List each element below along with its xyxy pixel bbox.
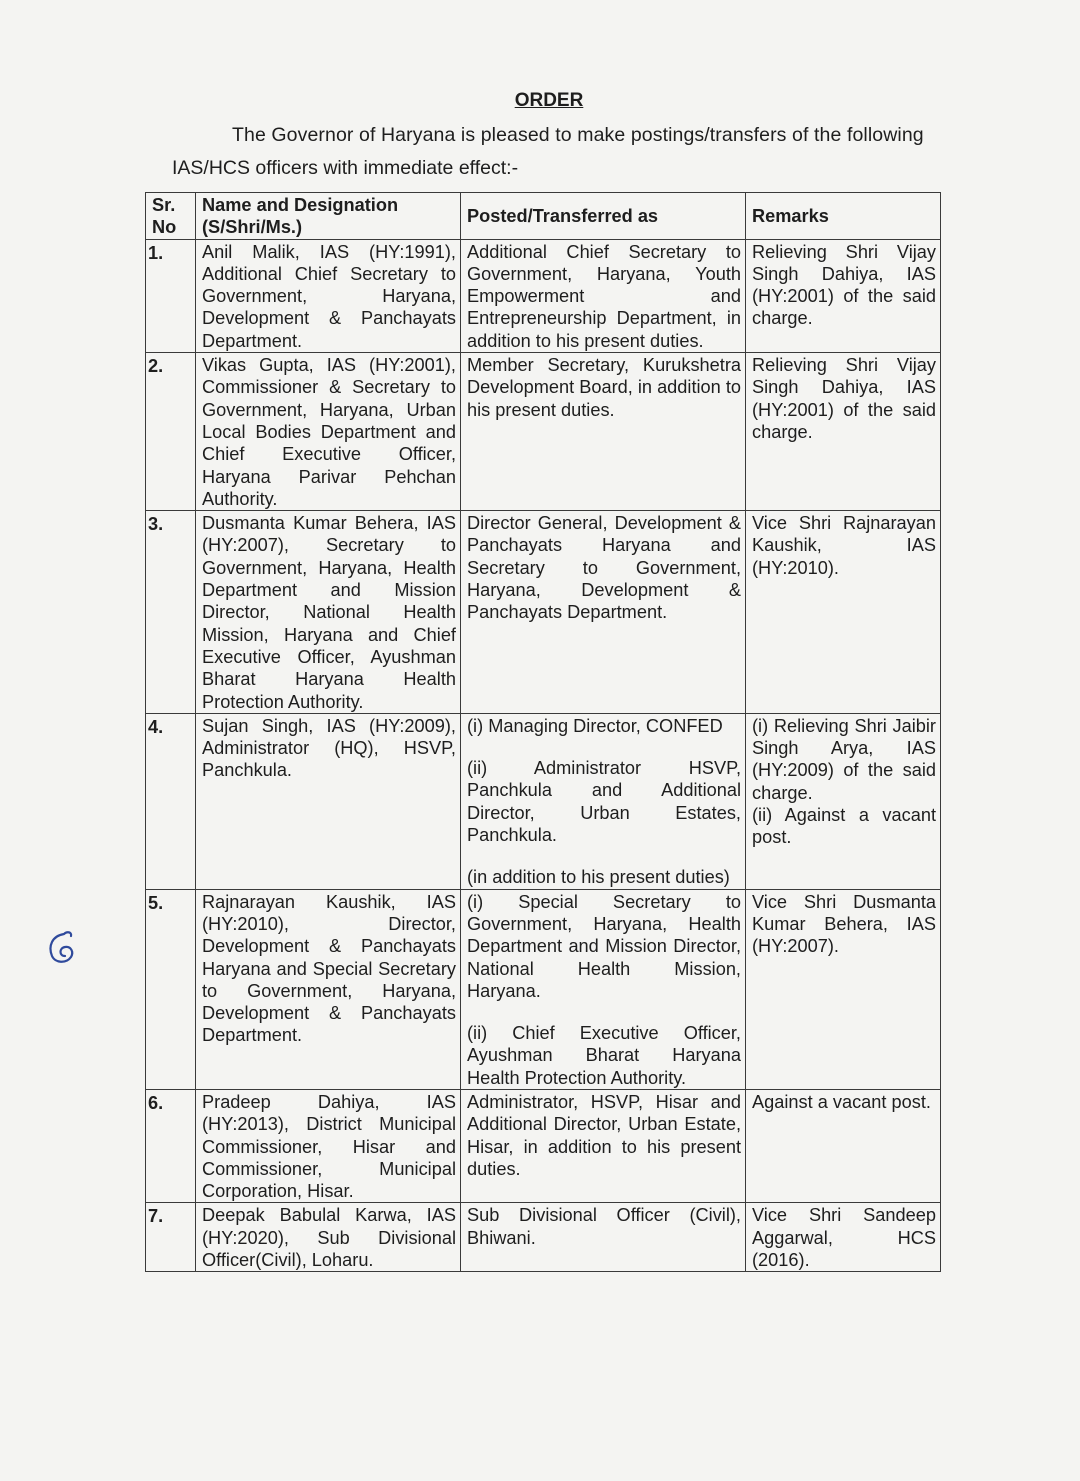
table-row <box>146 353 941 511</box>
posted-item: Additional Chief Secretary to Government, Haryana, Youth Empowerment and Entrepreneurship Department, in addition to his present duties. <box>467 241 741 351</box>
cell-name-designation: Rajnarayan Kaushik, IAS (HY:2010), Director, Development & Panchayats Haryana and Special Secretary to Government, Haryana, Development & Panchayats Department. <box>196 889 461 1089</box>
header-sr-no: Sr. No <box>146 193 196 240</box>
cell-name-designation: Vikas Gupta, IAS (HY:2001), Commissioner & Secretary to Government, Haryana, Urban Local Bodies Department and Chief Executive Officer, Haryana Parivar Pehchan Authority. <box>196 353 461 511</box>
remark-item: Against a vacant post. <box>752 1091 931 1112</box>
table-header-row <box>146 193 941 240</box>
cell-remarks <box>746 1203 941 1272</box>
posted-item: (ii) Administrator HSVP, Panchkula and Additional Director, Urban Estates, Panchkula. <box>467 758 741 846</box>
cell-name-designation: Anil Malik, IAS (HY:1991), Additional Chief Secretary to Government, Haryana, Development & Panchayats Department. <box>196 239 461 352</box>
cell-sr-no: 4. <box>146 713 196 889</box>
intro-line-2: IAS/HCS officers with immediate effect:- <box>172 157 519 179</box>
cell-remarks <box>746 1089 941 1202</box>
cell-posted-transferred <box>461 353 746 511</box>
table-row <box>146 239 941 352</box>
table-row <box>146 1203 941 1272</box>
cell-sr-no: 5. <box>146 889 196 1089</box>
cell-name-designation: Deepak Babulal Karwa, IAS (HY:2020), Sub Divisional Officer(Civil), Loharu. <box>196 1203 461 1272</box>
table-row <box>146 713 941 889</box>
posted-item: Member Secretary, Kurukshetra Development Board, in addition to his present duties. <box>467 355 741 420</box>
table-row <box>146 889 941 1089</box>
posted-item: (ii) Chief Executive Officer, Ayushman Bharat Haryana Health Protection Authority. <box>467 1023 741 1088</box>
cell-sr-no: 7. <box>146 1203 196 1272</box>
cell-sr-no: 2. <box>146 353 196 511</box>
header-posted-transferred: Posted/Transferred as <box>461 193 746 240</box>
remark-item: Vice Shri Sandeep Aggarwal, HCS (2016). <box>752 1205 936 1271</box>
remark-item: Relieving Shri Vijay Singh Dahiya, IAS (HY:2001) of the said charge. <box>752 355 936 442</box>
cell-sr-no: 3. <box>146 511 196 714</box>
order-title: ORDER <box>514 90 584 111</box>
remark-item: (i) Relieving Shri Jaibir Singh Arya, IAS (HY:2009) of the said charge. <box>752 715 936 803</box>
posted-item: Administrator, HSVP, Hisar and Additional Director, Urban Estate, Hisar, in addition to his present duties. <box>467 1091 741 1179</box>
cell-name-designation: Pradeep Dahiya, IAS (HY:2013), District Municipal Commissioner, Hisar and Commissioner, Municipal Corporation, Hisar. <box>196 1089 461 1202</box>
cell-remarks <box>746 889 941 1089</box>
cell-sr-no: 6. <box>146 1089 196 1202</box>
cell-posted-transferred <box>461 1089 746 1202</box>
cell-remarks <box>746 239 941 352</box>
intro-line-1: The Governor of Haryana is pleased to make postings/transfers of the following <box>232 124 924 146</box>
header-remarks: Remarks <box>746 193 941 240</box>
posted-item: Sub Divisional Officer (Civil), Bhiwani. <box>467 1205 741 1248</box>
posted-item: (in addition to his present duties) <box>467 867 730 888</box>
cell-posted-transferred <box>461 511 746 714</box>
cell-sr-no: 1. <box>146 239 196 352</box>
remark-item: Vice Shri Dusmanta Kumar Behera, IAS (HY:2007). <box>752 891 936 957</box>
postings-table <box>145 192 941 1272</box>
posted-item: (i) Special Secretary to Government, Haryana, Health Department and Mission Director, National Health Mission, Haryana. <box>467 891 741 1001</box>
table-row <box>146 511 941 714</box>
cell-posted-transferred <box>461 889 746 1089</box>
cell-posted-transferred <box>461 713 746 889</box>
remark-item: Vice Shri Rajnarayan Kaushik, IAS (HY:2010). <box>752 513 936 578</box>
cell-remarks <box>746 353 941 511</box>
posted-item: (i) Managing Director, CONFED <box>467 715 723 736</box>
remark-item: Relieving Shri Vijay Singh Dahiya, IAS (HY:2001) of the said charge. <box>752 241 936 329</box>
table-row <box>146 1089 941 1202</box>
remark-item: (ii) Against a vacant post. <box>752 805 936 848</box>
cell-name-designation: Sujan Singh, IAS (HY:2009), Administrator (HQ), HSVP, Panchkula. <box>196 713 461 889</box>
handwritten-initial-icon <box>44 928 78 968</box>
cell-posted-transferred <box>461 239 746 352</box>
cell-remarks <box>746 713 941 889</box>
cell-remarks <box>746 511 941 714</box>
posted-item: Director General, Development & Panchayats Haryana and Secretary to Government, Haryana, Development & Panchayats Department. <box>467 513 741 623</box>
cell-posted-transferred <box>461 1203 746 1272</box>
header-name-designation: Name and Designation (S/Shri/Ms.) <box>196 193 461 240</box>
cell-name-designation: Dusmanta Kumar Behera, IAS (HY:2007), Secretary to Government, Haryana, Health Department and Mission Director, National Health Mission, Haryana and Chief Executive Officer, Ayushman Bharat Haryana Health Protection Authority. <box>196 511 461 714</box>
